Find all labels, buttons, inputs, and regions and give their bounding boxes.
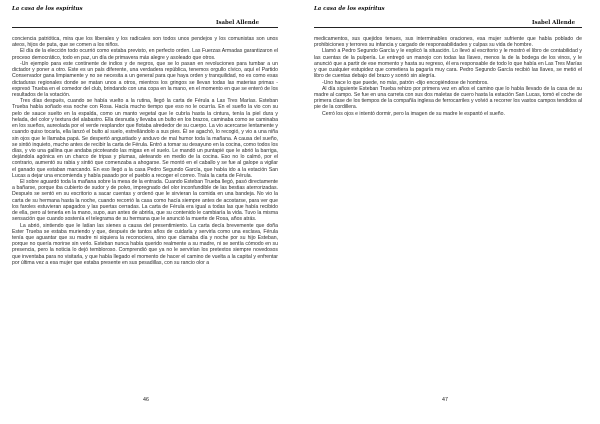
- page-number: 46: [143, 397, 149, 403]
- paragraph: Llamó a Pedro Segundo García y le explicó la situación. Lo llevó al escritorio y le mostró el libro de contabilidad y las cuentas de la pulpería. Le entregó un manojo con todas las llaves, menos la de la bodega de los vinos, y le anunció que a partir de ese momento y hasta su regreso, él era responsable de todo lo que había en Las Tres Marías y que cualquier estupidez que cometiera la pagaría muy cara. Pedro Segundo García recibió las llaves, se metió el libro de cuentas debajo del brazo y sonrió sin alegría.: [314, 48, 582, 80]
- running-header-title: La casa de los espíritus: [314, 6, 385, 12]
- header-divider: [12, 27, 278, 28]
- page-body: [314, 36, 582, 117]
- paragraph: -Uno hace lo que puede, no más, patrón -dijo encogiéndose de hombros.: [322, 79, 489, 86]
- paragraph: El día de la elección todo ocurrió como estaba previsto, en perfecto orden. Las Fuerzas Armadas garantizaron el proceso democrático, todo en paz, un día de primavera más alegre y asoleado que otros.: [12, 48, 278, 61]
- page-number: 47: [442, 397, 448, 403]
- paragraph: La abrió, sintiendo que le latían las sienes a causa del presentimiento. La carta decía brevemente que doña Ester Trueba se estaba muriendo y que, después de tantos años de cuidarla y servirla como una esclava, Férula tenía que aguantar que su madre ni siquiera la reconociera, sino que clamaba día y noche por su hijo Esteban, porque no quería morirse sin verlo. Esteban nunca había querido realmente a su madre, ni se sentía cómodo en su presencia, pero la noticia lo dejó tembloroso. Comprendió que ya no le servirían los pretextos siempre novedosos que inventaba para no visitarla, y que había llegado el momento de hacer el camino de vuelta a la capital y enfrentar por última vez a esa mujer que estaba presente en sus pesadillas, con su rancio olor a: [12, 222, 278, 266]
- paragraph: Al día siguiente Esteban Trueba rehizo por primera vez en años el camino que lo había llevado de la casa de su madre al campo. Se fue en una carreta con sus dos maletas de cuero hasta la estación San Lucas, tomó el coche de primera clase de los tiempos de la compañía inglesa de ferrocarriles y volvió a recorrer los vastos campos tendidos al pie de la cordillera.: [314, 85, 582, 111]
- paragraph: -Un ejemplo para este continente de indios y de negros, que se lo pasan en revoluciones para tumbar a un dictador y poner a otro. Este es un país diferente, una verdadera república, tenemos orgullo cívico, aquí el Partido Conservador gana limpiamente y no se necesita a un general para que haya orden y tranquilidad, no es como esas dictaduras regionales donde se matan unos a otros, mientros los gringos se llevan todas las materias primas -expresó Trueba en el comedor del club, brindando con una copa en la mano, en el momento en que se enteró de los resultados de la votación.: [12, 60, 278, 98]
- running-header-author: Isabel Allende: [532, 20, 575, 26]
- right-page: [300, 0, 600, 424]
- running-header-author: Isabel Allende: [216, 20, 259, 26]
- paragraph: El sobre aguardó toda la mañana sobre la mesa de la entrada. Cuando Esteban Trueba llegó, pasó directamente a bañarse, porque iba cubierto de sudor y de polvo, impregnado del olor inconfundible de las bestias aterrorizadas. Después se sentó en su escritorio a sacar cuentas y ordenó que le sirvieran la comida en una bandeja. No vio la carta de su hermana hasta la noche, cuando recorrió la casa como hacía siempre antes de acostarse, para ver que los faroles estuvieran apagados y las puertas cerradas. La carta de Férula era igual a todas las que había recibido de ella, pero al tenerla en la mano, supo, aun antes de abrirla, que su contenido le cambiaría la vida. Tuvo la misma sensación que cuando sostenía el telegrama de su hermana que le anunció la muerte de Rosa, años atrás.: [12, 179, 278, 223]
- page-body: [12, 36, 278, 266]
- paragraph: Tres días después, cuando se había vuelto a la rutina, llegó la carta de Férula a Las Tres Marías. Esteban Trueba había soñado esa noche con Rosa. Hacía mucho tiempo que eso no le ocurría. En el sueño la vio con su pelo de sauce suelto en la espalda, como un manto vegetal que le cubría hasta la cintura, tenía la piel dura y helada, del color y textura del alabastro. Ella desnuda y llevaba un bulto en los brazos, caminaba como se caminaba en los sueños, aureolada por el verde resplandor que flotaba alrededor de su cuerpo. La vio acercarse lentamente y cuando quiso tocarla, ella lanzó el bulto al suelo, estrellándolo a sus pies. Él se agachó, lo recogió, y vio a una niña sin ojos que le llamaba papá. Se despertó angustiado y anduvo de mal humor toda la mañana. A causa del sueño, se sintió inquieto, mucho antes de recibir la carta de Férula. Entró a tomar su desayuno en la cocina, como todos los días, y vio una gallina que andaba picoteando las migas en el suelo. Le mandó un puntapié que le abrió la barriga, dejándola agónica en un charco de tripas y plumas, aleteando en medio de la cocina. Eso no lo calmó, por el contrario, aumentó su rabia y sintió que comenzaba a ahogarse. Se montó en el caballo y se fue al galope a vigilar el ganado que estaban marcando. En eso llegó a la casa Pedro Segundo García, que había ido a la estación San Lucas a dejar una encomienda y había pasado por el pueblo a recoger el correo. Traía la carta de Férula.: [12, 98, 278, 179]
- paragraph: medicamentos, sus quejidos tenues, sus interminables oraciones, esa mujer sufriente que había poblado de prohibiciones y terrores su infancia y cargado de responsabilidades y culpas su vida de hombre.: [314, 36, 582, 49]
- header-divider: [314, 27, 582, 28]
- paragraph: conciencia patriótica, mira que los liberales y los radicales son todos unos pendejos y los comunistas son unos ateos, hijos de puta, que se comen a los niños.: [12, 36, 278, 49]
- running-header-title: La casa de los espíritus: [12, 6, 83, 12]
- paragraph: Cerró los ojos e intentó dormir, pero la imagen de su madre le espantó el sueño.: [322, 110, 505, 117]
